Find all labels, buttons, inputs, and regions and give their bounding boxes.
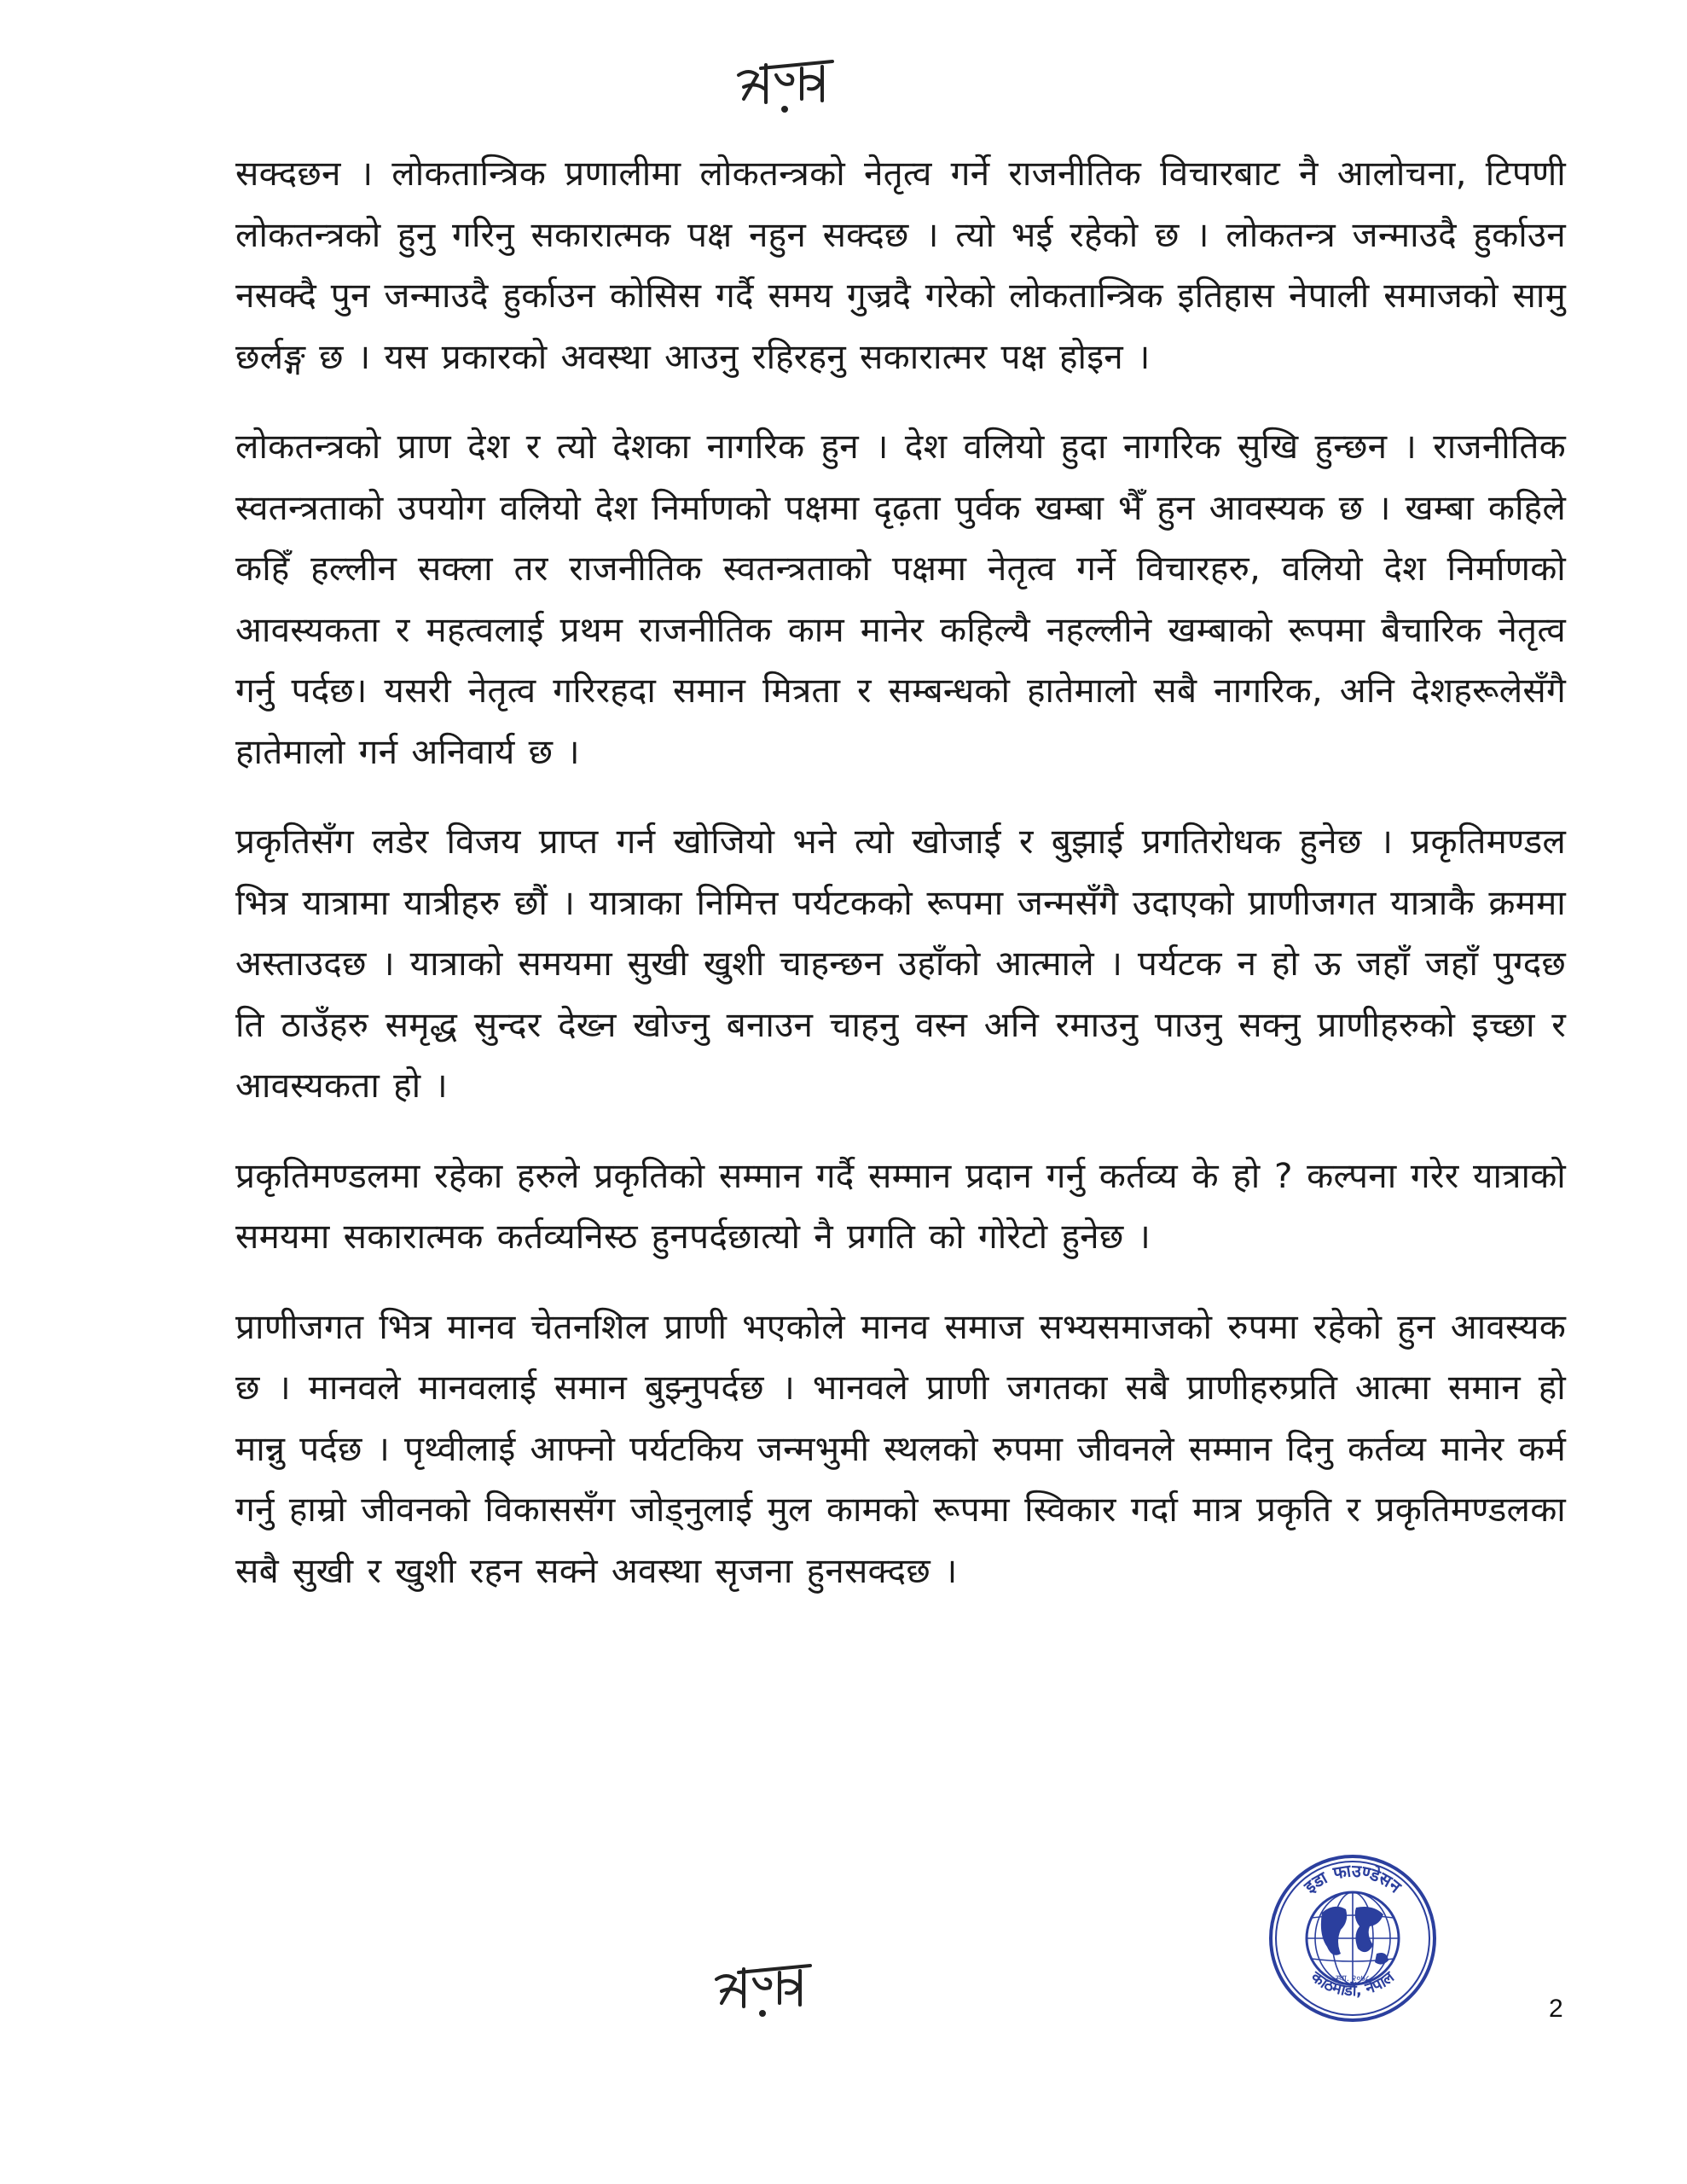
signature-bottom: [710, 1954, 820, 2022]
page-number: 2: [1549, 1995, 1563, 2023]
seal-globe-icon: [1267, 1853, 1438, 2024]
paragraph-5: प्राणीजगत भित्र मानव चेतनशिल प्राणी भएकोले मानव समाज सभ्यसमाजको रुपमा रहेको हुन आवस्यक छ । मानवले मानवलाई समान बुझ्नुपर्दछ । भानवले प्राणी जगतका सबै प्राणीहरुप्रति आत्मा समान हो मान्नु पर्दछ । पृथ्वीलाई आफ्नो पर्यटकिय जन्मभुमी स्थलको रुपमा जीवनले सम्मान दिनु कर्तव्य मानेर कर्म गर्नु हाम्रो जीवनको विकाससँग जोड्नुलाई मुल कामको रूपमा स्विकार गर्दा मात्र प्रकृति र प्रकृतिमण्डलका सबै सुखी र खुशी रहन सक्ने अवस्था सृजना हुनसक्दछ ।: [235, 1305, 1566, 1591]
paragraph-2: लोकतन्त्रको प्राण देश र त्यो देशका नागरिक हुन । देश वलियो हुदा नागरिक सुखि हुन्छन । राजनीतिक स्वतन्त्रताको उपयोग वलियो देश निर्माणको पक्षमा दृढ़ता पुर्वक खम्बा भैँ हुन आवस्यक छ । खम्बा कहिले कहिँ हल्लीन सक्ला तर राजनीतिक स्वतन्त्रताको पक्षमा नेतृत्व गर्ने विचारहरु, वलियो देश निर्माणको आवस्यकता र महत्वलाई प्रथम राजनीतिक काम मानेर कहिल्यै नहल्लीने खम्बाको रूपमा बैचारिक नेतृत्व गर्नु पर्दछ। यसरी नेतृत्व गरिरहदा समान मित्रता र सम्बन्धको हातेमालो सबै नागरिक, अनि देशहरूलेसँगै हातेमालो गर्न अनिवार्य छ ।: [235, 426, 1566, 772]
signature-top: [732, 49, 843, 118]
handwritten-signature-icon: [710, 1954, 820, 2022]
paragraph-1: सक्दछन । लोकतान्त्रिक प्रणालीमा लोकतन्त्रको नेतृत्व गर्ने राजनीतिक विचारबाट नै आलोचना, टिपणी लोकतन्त्रको हुनु गरिनु सकारात्मक पक्ष नहुन सक्दछ । त्यो भई रहेको छ । लोकतन्त्र जन्माउदै हुर्काउन नसक्दै पुन जन्माउदै हुर्काउन कोसिस गर्दै समय गुज्रदै गरेको लोकतान्त्रिक इतिहास नेपाली समाजको सामु छर्लङ्ग छ । यस प्रकारको अवस्था आउनु रहिरहनु सकारात्मर पक्ष होइन ।: [235, 153, 1566, 377]
seal-text-top: इडा फाउण्डेसन: [1300, 1860, 1406, 1897]
organization-seal: [1267, 1853, 1438, 2024]
paragraph-4: प्रकृतिमण्डलमा रहेका हरुले प्रकृतिको सम्मान गर्दै सम्मान प्रदान गर्नु कर्तव्य के हो ? कल्पना गरेर यात्राको समयमा सकारात्मक कर्तव्यनिस्ठ हुनपर्दछात्यो नै प्रगति को गोरेटो हुनेछ ।: [235, 1154, 1566, 1257]
body-text: [235, 143, 1566, 1630]
seal-est-text: स्था. २०७८: [1336, 1974, 1370, 1984]
handwritten-signature-icon: [732, 49, 843, 118]
paragraph-3: प्रकृतिसँग लडेर विजय प्राप्त गर्न खोजियो भने त्यो खोजाई र बुझाई प्रगतिरोधक हुनेछ । प्रकृतिमण्डल भित्र यात्रामा यात्रीहरु छौं । यात्राका निमित्त पर्यटकको रूपमा जन्मसँगै उदाएको प्राणीजगत यात्राकै क्रममा अस्ताउदछ । यात्राको समयमा सुखी खुशी चाहन्छन उहाँको आत्माले । पर्यटक न हो ऊ जहाँ जहाँ पुग्दछ ति ठाउँहरु समृद्ध सुन्दर देख्न खोज्नु बनाउन चाहनु वस्न अनि रमाउनु पाउनु सक्नु प्राणीहरुको इच्छा र आवस्यकता हो ।: [235, 821, 1566, 1106]
seal-text-bottom: काठमाडौं, नेपाल: [1307, 1968, 1398, 2001]
